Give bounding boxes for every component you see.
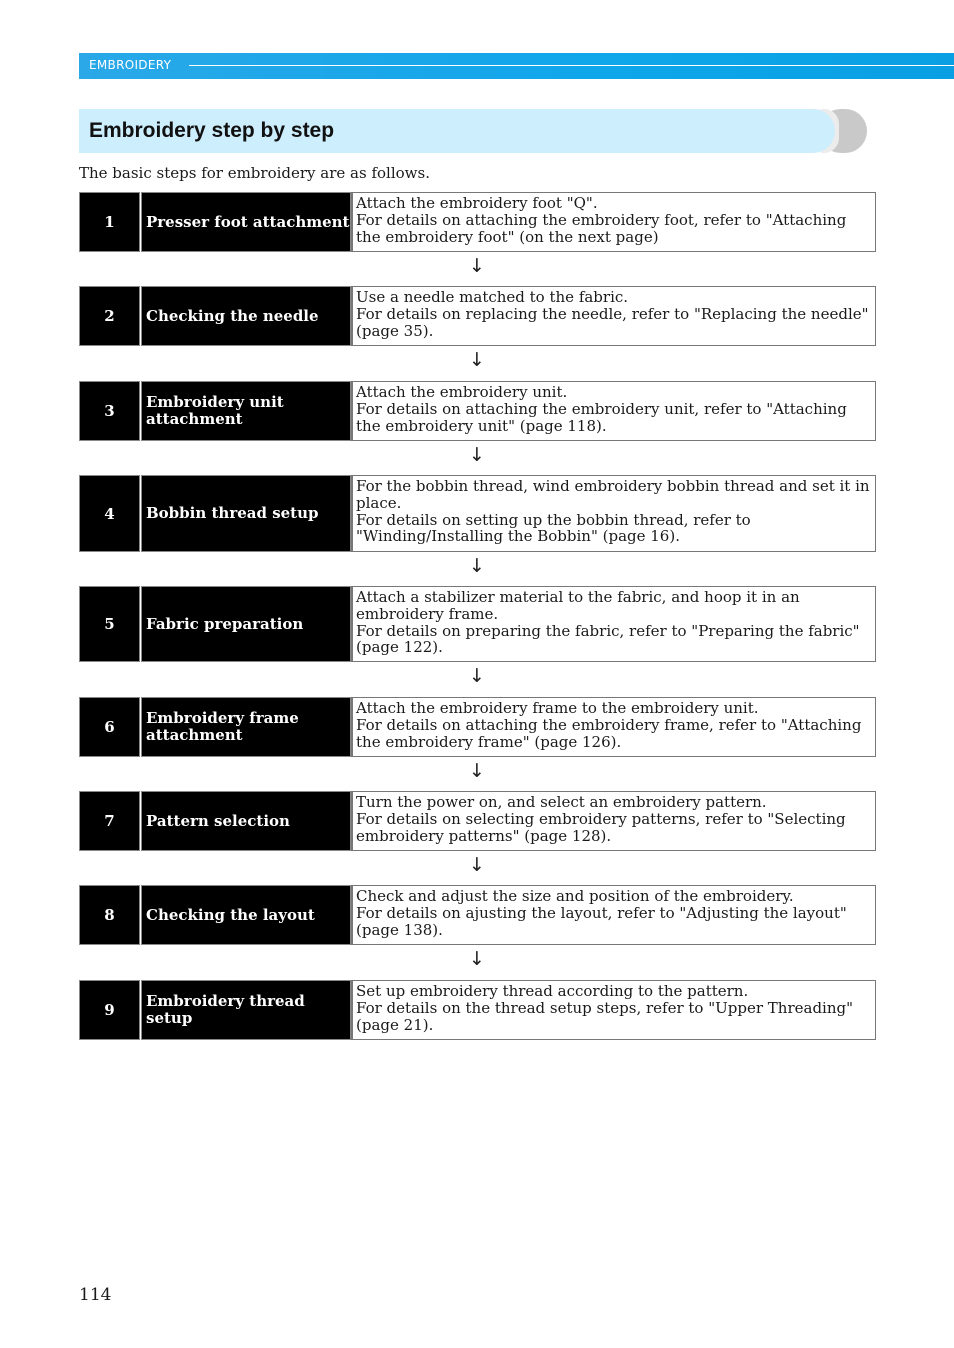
step-description — [351, 791, 876, 851]
down-arrow-icon: ↓ — [469, 349, 485, 371]
page-number: 114 — [79, 1285, 112, 1305]
step-name: Presser foot attachment — [141, 192, 351, 252]
step-description — [351, 980, 876, 1040]
step-description-line: For details on attaching the embroidery unit, refer to "Attaching the embroidery unit" (page 118). — [356, 399, 847, 435]
step-description — [351, 586, 876, 662]
down-arrow-icon: ↓ — [469, 255, 485, 277]
step-row — [79, 286, 876, 346]
step-number: 9 — [79, 980, 140, 1040]
intro-text: The basic steps for embroidery are as follows. — [79, 164, 430, 182]
step-description-line: Attach the embroidery unit. — [356, 383, 568, 401]
step-name: Fabric preparation — [141, 586, 351, 662]
step-description-line: Use a needle matched to the fabric. — [356, 288, 629, 306]
step-description-line: Attach the embroidery foot "Q". — [356, 194, 598, 212]
step-name: Bobbin thread setup — [141, 475, 351, 552]
down-arrow-icon: ↓ — [469, 555, 485, 577]
step-description-line: For details on preparing the fabric, refer to "Preparing the fabric" (page 122). — [356, 621, 860, 657]
step-description-line: For details on setting up the bobbin thread, refer to "Winding/Installing the Bobbin" (page 16). — [356, 510, 751, 546]
step-description-line: Check and adjust the size and position of the embroidery. — [356, 887, 794, 905]
step-description-line: Attach the embroidery frame to the embroidery unit. — [356, 699, 759, 717]
step-number: 7 — [79, 791, 140, 851]
step-row — [79, 980, 876, 1040]
step-description-line: Turn the power on, and select an embroidery pattern. — [356, 793, 767, 811]
step-description — [351, 475, 876, 552]
step-description-line: For details on the thread setup steps, refer to "Upper Threading" (page 21). — [356, 998, 853, 1034]
section-header-bar — [79, 53, 954, 79]
header-rule — [189, 65, 954, 66]
step-description-line: For details on replacing the needle, refer to "Replacing the needle" (page 35). — [356, 304, 869, 340]
step-name: Embroidery frame attachment — [141, 697, 351, 757]
step-number: 1 — [79, 192, 140, 252]
step-number: 6 — [79, 697, 140, 757]
step-description — [351, 286, 876, 346]
step-row — [79, 586, 876, 662]
step-number: 2 — [79, 286, 140, 346]
step-name: Embroidery thread setup — [141, 980, 351, 1040]
step-description — [351, 381, 876, 441]
title-banner — [79, 109, 869, 153]
step-name: Checking the layout — [141, 885, 351, 945]
step-number: 4 — [79, 475, 140, 552]
down-arrow-icon: ↓ — [469, 665, 485, 687]
section-label: EMBROIDERY — [89, 58, 172, 72]
step-description — [351, 192, 876, 252]
step-row — [79, 475, 876, 552]
step-description — [351, 885, 876, 945]
down-arrow-icon: ↓ — [469, 854, 485, 876]
step-description — [351, 697, 876, 757]
step-row — [79, 381, 876, 441]
step-description-line: Attach a stabilizer material to the fabric, and hoop it in an embroidery frame. — [356, 588, 800, 623]
step-name: Embroidery unit attachment — [141, 381, 351, 441]
step-description-line: For details on selecting embroidery patterns, refer to "Selecting embroidery patterns" (page 128). — [356, 809, 846, 845]
down-arrow-icon: ↓ — [469, 948, 485, 970]
step-description-line: For details on attaching the embroidery frame, refer to "Attaching the embroidery frame" (page 126). — [356, 715, 862, 751]
step-description-line: For the bobbin thread, wind embroidery bobbin thread and set it in place. — [356, 477, 870, 512]
step-number: 8 — [79, 885, 140, 945]
page-title: Embroidery step by step — [89, 119, 335, 142]
step-row — [79, 791, 876, 851]
step-description-line: For details on attaching the embroidery foot, refer to "Attaching the embroidery foot" (on the next page) — [356, 210, 847, 246]
down-arrow-icon: ↓ — [469, 760, 485, 782]
step-row — [79, 192, 876, 252]
step-name: Checking the needle — [141, 286, 351, 346]
down-arrow-icon: ↓ — [469, 444, 485, 466]
step-description-line: For details on ajusting the layout, refer to "Adjusting the layout" (page 138). — [356, 903, 847, 939]
step-description-line: Set up embroidery thread according to the pattern. — [356, 982, 749, 1000]
step-number: 5 — [79, 586, 140, 662]
step-row — [79, 885, 876, 945]
step-row — [79, 697, 876, 757]
step-name: Pattern selection — [141, 791, 351, 851]
step-number: 3 — [79, 381, 140, 441]
